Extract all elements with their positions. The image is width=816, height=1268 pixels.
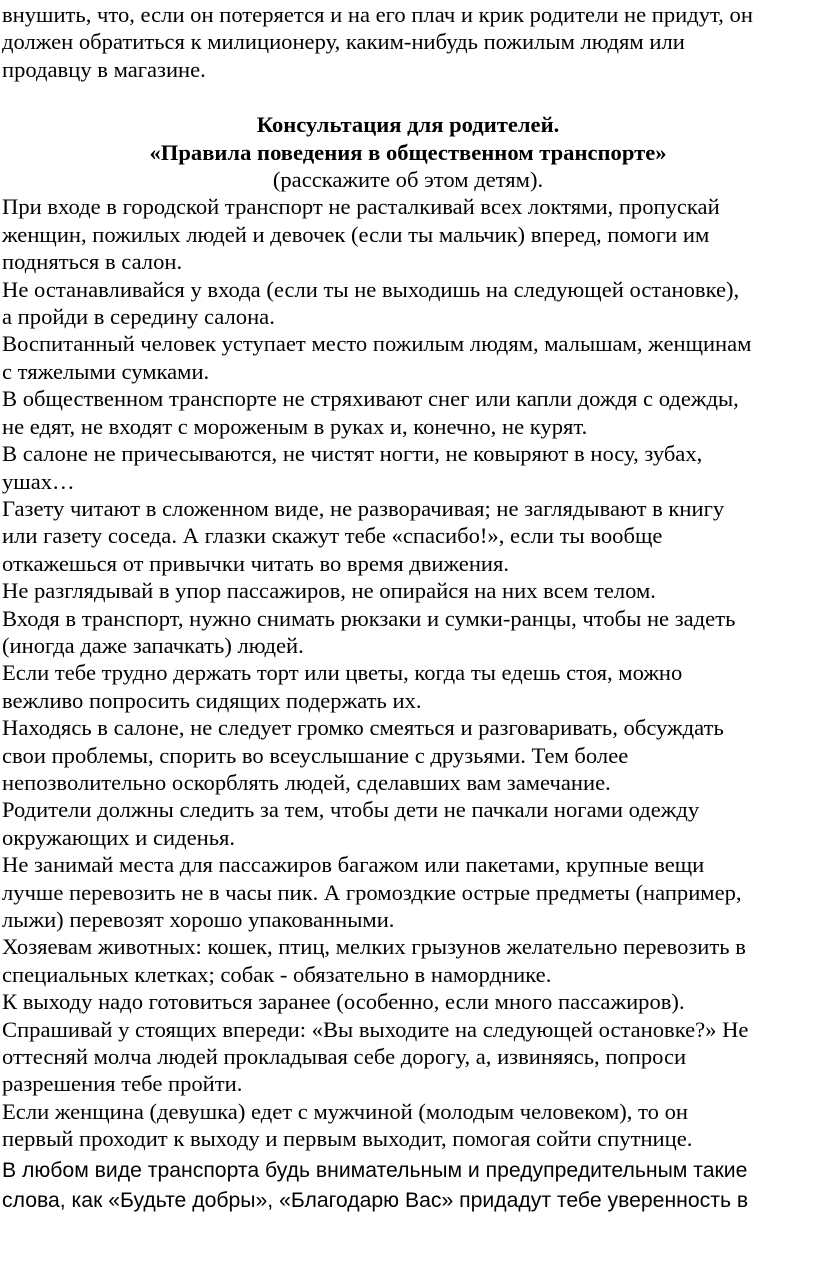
rule-paragraph-2: Не останавливайся у входа (если ты не выходишь на следующей остановке), а пройди в середину салона. <box>2 276 740 330</box>
rule-paragraph-9: Если тебе трудно держать торт или цветы, когда ты едешь стоя, можно вежливо попросить сидящих подержать их. <box>2 660 683 713</box>
rule-paragraph-3: Воспитанный человек уступает место пожилым людям, малышам, женщинам с тяжелыми сумками. <box>2 331 752 384</box>
document-title: Консультация для родителей. <box>256 112 560 138</box>
rule-paragraph-1: При входе в городской транспорт не расталкивай всех локтями, пропускай женщин, пожилых людей и девочек (если ты мальчик) вперед, помоги им подняться в салон. <box>2 194 720 275</box>
closing-paragraph: В любом виде транспорта будь внимательным и предупредительным такие слова, как «Будьте добры», «Благодарю Вас» придадут тебе уверенность в <box>2 1158 749 1212</box>
rule-paragraph-16: Если женщина (девушка) едет с мужчиной (молодым человеком), то он первый проходит к выходу и первым выходит, помогая сойти спутнице. <box>2 1098 693 1152</box>
document-subtitle: «Правила поведения в общественном транспорте» <box>149 139 667 165</box>
blank-line <box>2 83 814 111</box>
rule-paragraph-14: К выходу надо готовиться заранее (особенно, если много пассажиров). <box>2 989 685 1015</box>
rule-paragraph-11: Родители должны следить за тем, чтобы дети не пачкали ногами одежду окружающих и сиденья. <box>2 797 700 850</box>
rule-paragraph-8: Входя в транспорт, нужно снимать рюкзаки и сумки-ранцы, чтобы не задеть (иногда даже запачкать) людей. <box>2 605 736 658</box>
rule-paragraph-4: В общественном транспорте не стряхивают снег или капли дождя с одежды, не едят, не входят с мороженым в руках и, конечно, не курят. <box>2 386 739 439</box>
rule-paragraph-15: Спрашивай у стоящих впереди: «Вы выходите на следующей остановке?» Не оттесняй молча людей прокладывая себе дорогу, а, извиняясь, попроси разрешения тебе пройти. <box>2 1016 749 1097</box>
rule-paragraph-7: Не разглядывай в упор пассажиров, не опирайся на них всем телом. <box>2 578 656 604</box>
rule-paragraph-12: Не занимай места для пассажиров багажом или пакетами, крупные вещи лучше перевозить не в часы пик. А громоздкие острые предметы (например, лыжи) перевозят хорошо упакованными. <box>2 852 742 932</box>
rule-paragraph-6: Газету читают в сложенном виде, не разворачивая; не заглядывают в книгу или газету соседа. А глазки скажут тебе «спасибо!», если ты вообще откажешься от привычки читать во время движения. <box>2 495 725 576</box>
document-note: (расскажите об этом детям). <box>272 167 544 193</box>
rule-paragraph-10: Находясь в салоне, не следует громко смеяться и разговаривать, обсуждать свои проблемы, спорить во всеуслышание с друзьями. Тем более непозволительно оскорблять людей, сделавших вам замечание. <box>2 715 724 795</box>
rule-paragraph-13: Хозяевам животных: кошек, птиц, мелких грызунов желательно перевозить в специальных клетках; собак - обязательно в наморднике. <box>2 934 746 987</box>
intro-paragraph: внушить, что, если он потеряется и на его плач и крик родители не придут, он должен обратиться к милиционеру, каким-нибудь пожилым людям или продавцу в магазине. <box>2 2 753 82</box>
rule-paragraph-5: В салоне не причесываются, не чистят ногти, не ковыряют в носу, зубах, ушах… <box>2 441 703 494</box>
